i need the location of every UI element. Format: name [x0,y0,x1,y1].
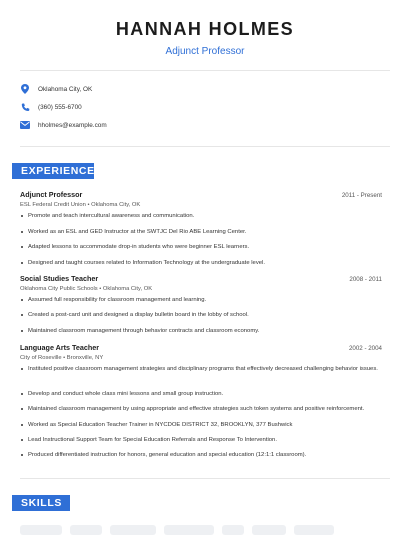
divider [20,146,390,147]
bullet-item: Promote and teach intercultural awareness and communication. [20,212,194,220]
bullet-item: Created a post-card unit and designed a display bulletin board in the lobby of school. [20,311,249,319]
contact-email [20,119,107,131]
job-dates: 2008 - 2011 [349,276,382,283]
bullet-item: Produced differentiated instruction for honors, general education and special education (12:1:1 classroom). [20,451,306,459]
bullet-item: Worked as Special Education Teacher Trainer in NYCDOE DISTRICT 32, BROOKLYN, 377 Bushwick [20,421,292,429]
bullet-item: Lead Instructional Support Team for Special Education Referrals and Response To Intervention. [20,436,277,444]
envelope-icon [20,120,30,130]
email-text[interactable]: hholmes@example.com [38,121,107,129]
bullet-item: Designed and taught courses related to Information Technology at the undergraduate level. [20,259,265,267]
bullet-item: Instituted positive classroom management strategies and disciplinary programs that effectively decreased challenging behavior issues. [20,365,378,373]
job-employer: Oklahoma City Public Schools • Oklahoma City, OK [20,286,153,292]
job-employer: City of Roseville • Bronxville, NY [20,355,104,361]
phone-text[interactable]: (360) 555-6700 [38,103,82,111]
bullet-item: Maintained classroom management by using appropriate and effective strategies such token systems and positive reinforcement. [20,405,364,413]
contact-phone [20,101,82,113]
skill-chip [70,525,102,535]
skill-chip [222,525,244,535]
bullet-item: Assumed full responsibility for classroom management and learning. [20,296,206,304]
candidate-name: HANNAH HOLMES [115,19,295,39]
skill-chip [294,525,334,535]
location-text: Oklahoma City, OK [38,85,93,93]
experience-section-heading: EXPERIENCE [12,163,94,179]
skill-chip [164,525,214,535]
map-pin-icon [20,84,30,94]
skill-chip [252,525,286,535]
job-entry [20,190,382,208]
bullet-item: Develop and conduct whole class mini lessons and small group instruction. [20,390,223,398]
resume-header [0,0,410,59]
job-title: Adjunct Professor [20,190,83,199]
phone-icon [20,102,30,112]
candidate-title: Adjunct Professor [165,46,245,57]
bullet-item: Adapted lessons to accommodate drop-in students who were beginner ESL learners. [20,243,249,251]
job-entry [20,274,382,292]
skills-list [20,525,334,535]
job-title: Social Studies Teacher [20,274,99,283]
job-employer: ESL Federal Credit Union • Oklahoma City, OK [20,202,141,208]
divider [20,70,390,71]
skills-section-heading: SKILLS [12,495,70,511]
job-dates: 2011 - Present [341,192,382,199]
job-dates: 2002 - 2004 [348,345,382,352]
job-title: Language Arts Teacher [20,343,100,352]
skill-chip [110,525,156,535]
contact-location [20,83,92,95]
bullet-item: Maintained classroom management through behavior contracts and classroom economy. [20,327,259,335]
divider [20,478,390,479]
skill-chip [20,525,62,535]
job-entry [20,343,382,361]
bullet-item: Worked as an ESL and GED Instructor at the SWTJC Del Rio ABE Learning Center. [20,228,246,236]
